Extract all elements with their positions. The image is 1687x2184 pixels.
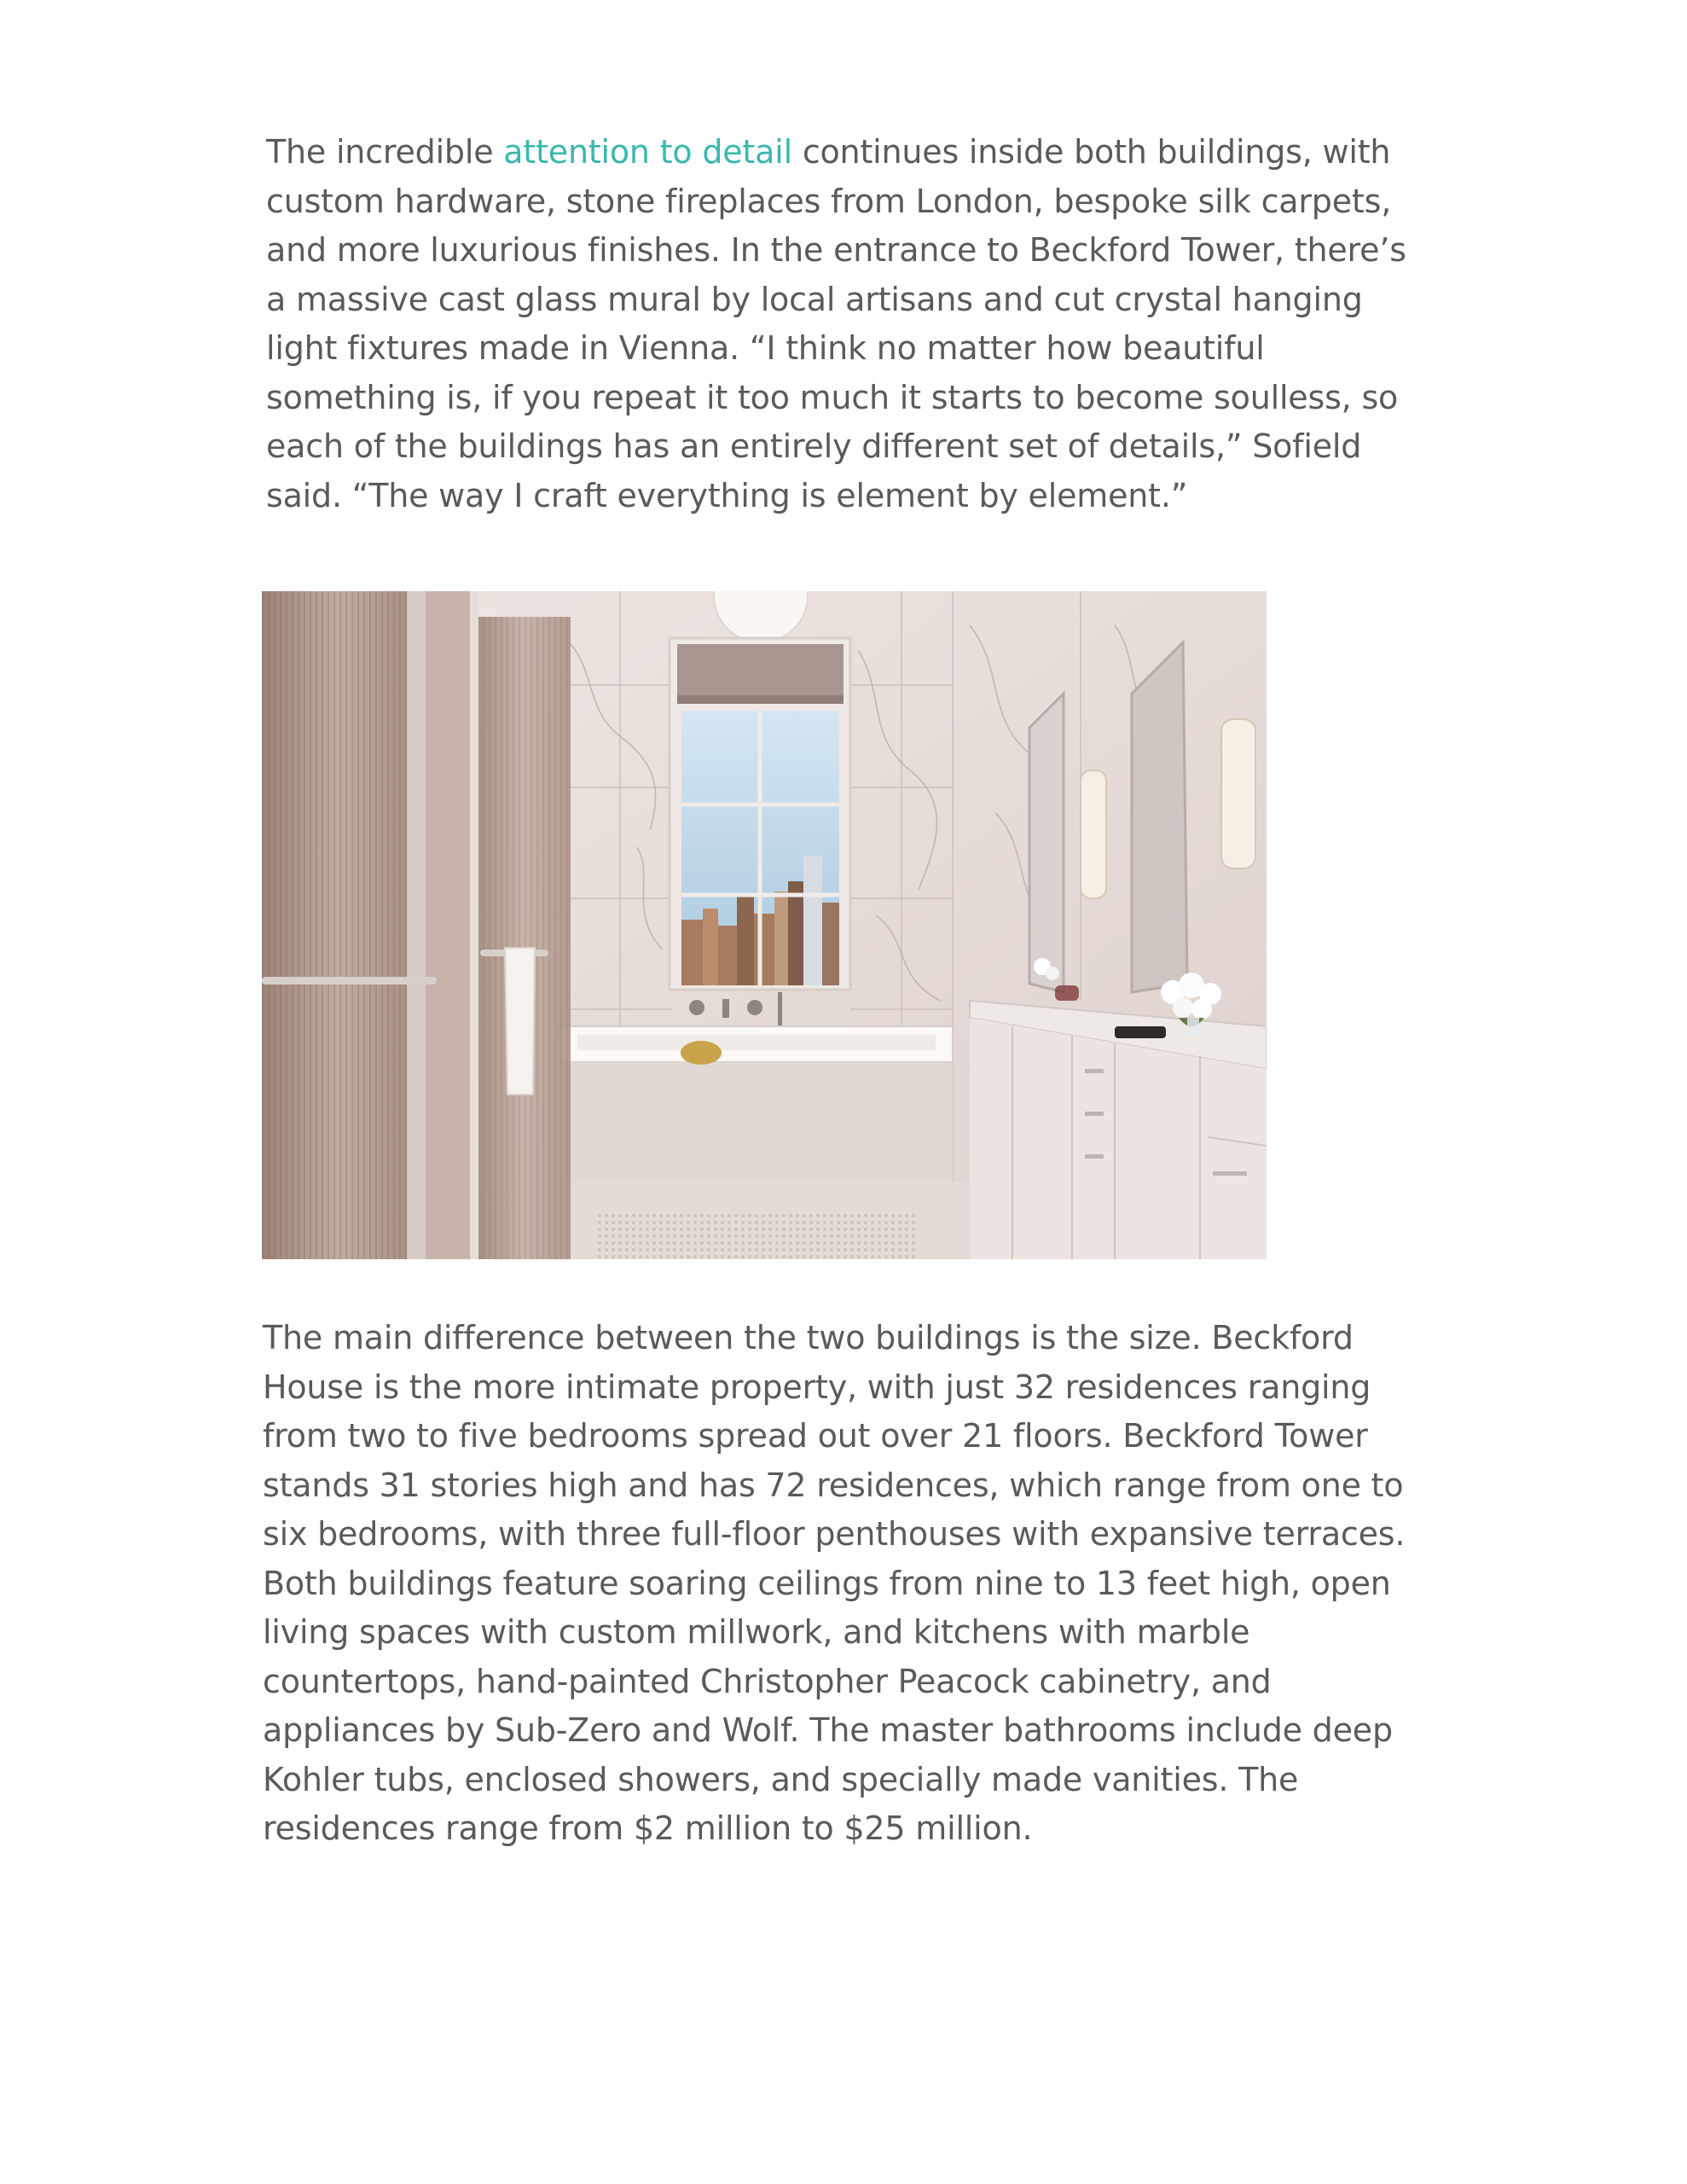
- paragraph-line: [266, 128, 1406, 177]
- shower-enclosure: [262, 591, 571, 1259]
- vanity-dish: [1055, 985, 1079, 1001]
- paragraph-line: countertops, hand-painted Christopher Peacock cabinetry, and: [263, 1662, 1272, 1700]
- shower-towel-bar: [262, 977, 437, 985]
- paragraph-line: a massive cast glass mural by local artisans and cut crystal hanging: [266, 280, 1363, 318]
- paragraph-line: each of the buildings has an entirely different set of details,” Sofield: [266, 427, 1362, 465]
- mirror: [1029, 694, 1064, 992]
- attention-to-detail-link[interactable]: attention to detail: [503, 133, 792, 171]
- paragraph-line: six bedrooms, with three full-floor penthouses with expansive terraces.: [263, 1515, 1406, 1553]
- paragraph-line: Both buildings feature soaring ceilings from nine to 13 feet high, open: [263, 1564, 1391, 1602]
- text-run: continues inside both buildings, with: [791, 133, 1391, 171]
- paragraph-line: and more luxurious finishes. In the entrance to Beckford Tower, there’s: [266, 231, 1406, 269]
- paragraph-line: said. “The way I craft everything is element by element.”: [266, 476, 1188, 514]
- paragraph-line: Kohler tubs, enclosed showers, and specially made vanities. The: [263, 1760, 1299, 1798]
- paragraph-line: living spaces with custom millwork, and kitchens with marble: [263, 1613, 1250, 1651]
- paragraph-line: light fixtures made in Vienna. “I think no matter how beautiful: [266, 329, 1265, 367]
- wall-sconce: [1081, 770, 1106, 898]
- article-paragraph-details: [263, 1314, 1405, 1854]
- towel: [505, 948, 535, 1095]
- paragraph-line: appliances by Sub-Zero and Wolf. The master bathrooms include deep: [263, 1711, 1393, 1749]
- mosaic-border: [594, 1214, 919, 1259]
- bathroom-photo: [262, 591, 1267, 1259]
- mirror: [1132, 642, 1187, 992]
- article-paragraph-intro: [266, 128, 1406, 520]
- roman-shade: [677, 644, 844, 702]
- window: [670, 638, 850, 990]
- paragraph-line: The main difference between the two buildings is the size. Beckford: [263, 1319, 1354, 1356]
- paragraph-line: from two to five bedrooms spread out over 21 floors. Beckford Tower: [263, 1417, 1368, 1455]
- vanity-tray: [1115, 1026, 1166, 1038]
- text-run: The incredible: [266, 133, 504, 171]
- paragraph-line: residences range from $2 million to $25 million.: [263, 1809, 1033, 1847]
- paragraph-line: House is the more intimate property, with just 32 residences ranging: [263, 1368, 1371, 1406]
- paragraph-line: stands 31 stories high and has 72 residences, which range from one to: [263, 1466, 1404, 1504]
- bathtub: [560, 1026, 953, 1182]
- brass-ornament: [681, 1041, 722, 1065]
- wall-sconce: [1221, 719, 1255, 868]
- paragraph-line: custom hardware, stone fireplaces from London, bespoke silk carpets,: [266, 182, 1392, 220]
- paragraph-line: something is, if you repeat it too much it starts to become soulless, so: [266, 378, 1399, 416]
